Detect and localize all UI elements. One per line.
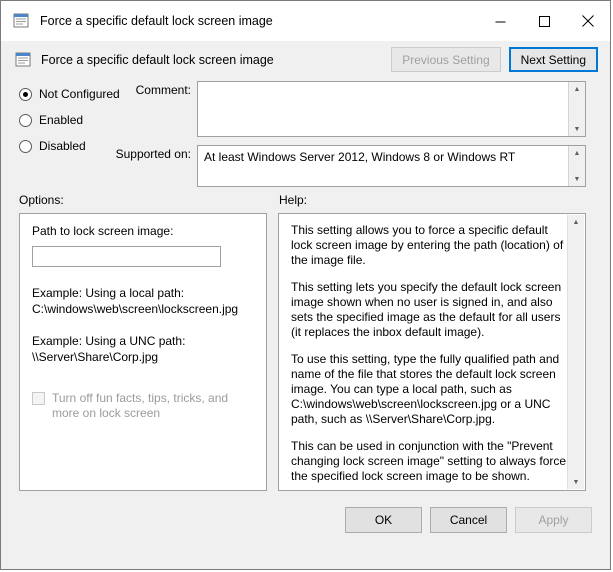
scroll-up-icon[interactable]: ▲ bbox=[573, 149, 581, 157]
fun-facts-checkbox[interactable] bbox=[32, 392, 45, 405]
scroll-up-icon[interactable]: ▲ bbox=[573, 85, 581, 93]
dialog-footer bbox=[1, 495, 610, 545]
fun-facts-checkbox-row[interactable] bbox=[32, 391, 254, 421]
radio-enabled[interactable] bbox=[19, 109, 120, 131]
content-panes bbox=[1, 213, 610, 495]
example-unc-path-line2: \\Server\Share\Corp.jpg bbox=[32, 350, 159, 364]
comment-textarea[interactable] bbox=[197, 81, 586, 137]
radio-label-disabled: Disabled bbox=[39, 139, 86, 153]
scroll-down-icon[interactable]: ▼ bbox=[573, 175, 581, 183]
example-local-path-line2: C:\windows\web\screen\lockscreen.jpg bbox=[32, 302, 239, 316]
radio-indicator-not-configured[interactable] bbox=[19, 88, 32, 101]
help-paragraph: This setting lets you specify the default lock screen image shown when no user is signed in, and also sets the specified image as the default for all users (it replaces the inbox default image). bbox=[291, 280, 562, 339]
footer-buttons bbox=[345, 507, 592, 533]
comment-label: Comment: bbox=[135, 83, 191, 97]
window-controls bbox=[478, 1, 610, 41]
help-paragraph: This setting allows you to force a specific default lock screen image by entering the path (location) of the image file. bbox=[291, 223, 564, 267]
maximize-button[interactable] bbox=[522, 1, 566, 41]
help-scrollbar[interactable] bbox=[567, 215, 584, 489]
radio-label-not-configured: Not Configured bbox=[39, 87, 120, 101]
setting-header-row bbox=[1, 41, 610, 79]
fun-facts-checkbox-label: Turn off fun facts, tips, tricks, and more on lock screen bbox=[52, 391, 229, 420]
next-setting-button[interactable]: Next Setting bbox=[509, 47, 598, 72]
example-local-path-line1: Example: Using a local path: bbox=[32, 286, 185, 300]
example-unc-path bbox=[32, 333, 254, 365]
radio-indicator-enabled[interactable] bbox=[19, 114, 32, 127]
scroll-up-icon[interactable]: ▲ bbox=[572, 218, 580, 226]
options-pane bbox=[19, 213, 267, 491]
help-text bbox=[291, 223, 573, 491]
scroll-down-icon[interactable]: ▼ bbox=[572, 478, 580, 486]
help-paragraph: To use this setting, type the fully qualified path and name of the file that stores the default lock screen image. You can type a local path, such as C:\windows\web\screen\lockscreen.jpg or a UNC path, such as \\Server\Share\Corp.jpg. bbox=[291, 352, 560, 426]
comment-scrollbar[interactable] bbox=[568, 82, 585, 136]
panel-headers bbox=[1, 191, 610, 213]
supported-on-textarea[interactable] bbox=[197, 145, 586, 187]
options-header: Options: bbox=[19, 193, 64, 207]
state-and-metadata-section bbox=[1, 79, 610, 191]
path-input[interactable] bbox=[32, 246, 221, 267]
radio-label-enabled: Enabled bbox=[39, 113, 84, 127]
cancel-button[interactable]: Cancel bbox=[430, 507, 507, 533]
title-bar bbox=[1, 1, 610, 41]
radio-not-configured[interactable] bbox=[19, 83, 120, 105]
path-field-label: Path to lock screen image: bbox=[32, 224, 174, 238]
example-local-path bbox=[32, 285, 254, 317]
setting-name: Force a specific default lock screen image bbox=[41, 53, 274, 67]
ok-button[interactable]: OK bbox=[345, 507, 422, 533]
previous-setting-button[interactable]: Previous Setting bbox=[391, 47, 500, 72]
window-title: Force a specific default lock screen image bbox=[40, 14, 273, 28]
help-header: Help: bbox=[279, 193, 308, 207]
policy-setting-icon bbox=[15, 51, 33, 69]
radio-indicator-disabled[interactable] bbox=[19, 140, 32, 153]
supported-on-label: Supported on: bbox=[115, 147, 191, 161]
close-button[interactable] bbox=[566, 1, 610, 41]
supported-on-scrollbar[interactable] bbox=[568, 146, 585, 186]
apply-button[interactable]: Apply bbox=[515, 507, 592, 533]
supported-on-value: At least Windows Server 2012, Windows 8 or Windows RT bbox=[204, 150, 516, 164]
navigation-buttons bbox=[391, 47, 598, 72]
help-paragraph: This can be used in conjunction with the "Prevent changing lock screen image" setting to always force the specified lock screen image to be shown. bbox=[291, 439, 567, 483]
policy-setting-icon bbox=[13, 12, 31, 30]
example-unc-path-line1: Example: Using a UNC path: bbox=[32, 334, 186, 348]
scroll-down-icon[interactable]: ▼ bbox=[573, 125, 581, 133]
help-pane bbox=[278, 213, 586, 491]
minimize-button[interactable] bbox=[478, 1, 522, 41]
